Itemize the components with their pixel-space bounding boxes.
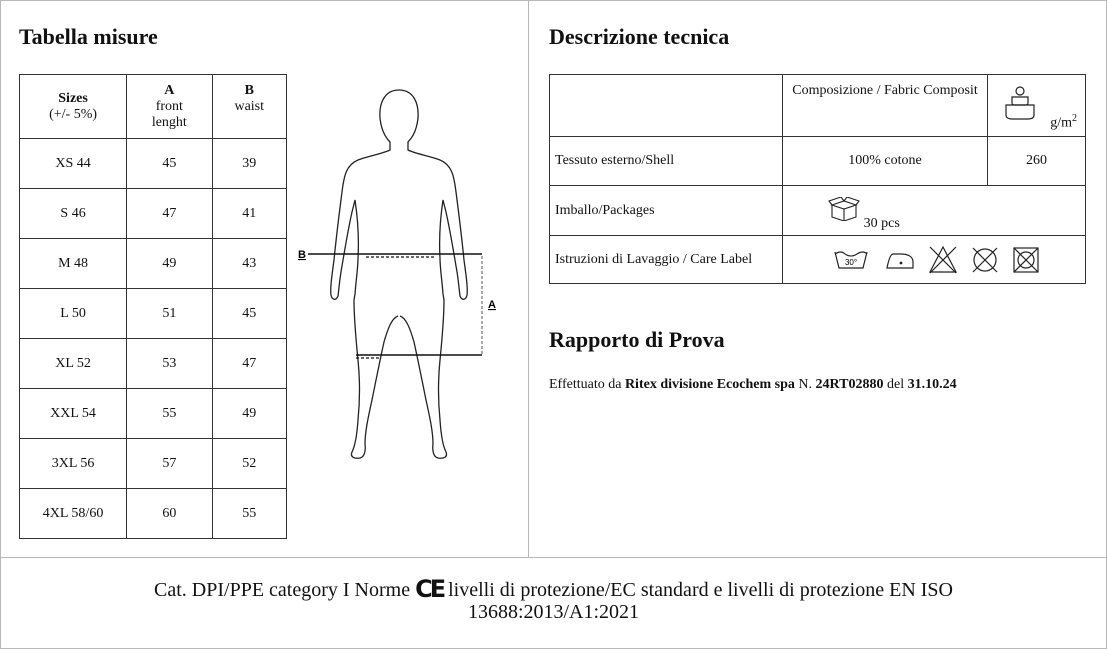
waist-cell: 47	[212, 339, 286, 389]
packages-row	[550, 186, 1086, 236]
wash-30-icon	[833, 248, 869, 272]
tech-description-title: Descrizione tecnica	[549, 24, 730, 49]
test-report-title: Rapporto di Prova	[549, 327, 725, 352]
svg-text:30°: 30°	[844, 257, 858, 267]
size-cell: 4XL 58/60	[20, 489, 127, 539]
waist-header: B waist	[212, 75, 286, 139]
front-length-cell: 55	[127, 389, 212, 439]
waist-cell: 43	[212, 239, 286, 289]
size-cell: XXL 54	[20, 389, 127, 439]
size-cell: L 50	[20, 289, 127, 339]
iron-low-icon	[881, 248, 917, 272]
composition-header: Composizione / Fabric Composit	[783, 75, 988, 137]
tech-header-empty	[550, 75, 783, 137]
size-row	[20, 339, 287, 389]
waist-cell: 39	[212, 139, 286, 189]
no-bleach-icon	[928, 245, 958, 275]
ce-mark-icon: CE	[415, 575, 444, 603]
size-cell: S 46	[20, 189, 127, 239]
waist-cell: 41	[212, 189, 286, 239]
waist-cell: 45	[212, 289, 286, 339]
size-table-title: Tabella misure	[19, 24, 158, 49]
size-row	[20, 389, 287, 439]
packages-value-wrap	[828, 208, 900, 231]
footer-line-2: 13688:2013/A1:2021	[467, 601, 640, 623]
report-number: 24RT02880	[815, 377, 884, 392]
front-length-header: A front lenght	[127, 75, 212, 139]
body-outline	[331, 90, 468, 458]
size-row	[20, 189, 287, 239]
box-icon	[828, 197, 860, 221]
shell-weight: 260	[988, 137, 1086, 186]
footer-divider	[0, 557, 1107, 558]
size-table-header-row	[20, 75, 287, 139]
size-cell: M 48	[20, 239, 127, 289]
front-length-cell: 60	[127, 489, 212, 539]
column-divider	[528, 0, 529, 557]
label-b: B	[298, 249, 306, 261]
waist-cell: 49	[212, 389, 286, 439]
front-length-cell: 49	[127, 239, 212, 289]
packages-label: Imballo/Packages	[550, 186, 783, 236]
front-length-cell: 47	[127, 189, 212, 239]
label-a: A	[488, 299, 496, 311]
front-length-cell: 53	[127, 339, 212, 389]
care-icons-cell	[783, 236, 1086, 284]
front-length-cell: 45	[127, 139, 212, 189]
tech-table	[549, 74, 1086, 284]
weight-icon	[1002, 83, 1038, 121]
size-row	[20, 489, 287, 539]
report-date: 31.10.24	[907, 377, 957, 392]
size-cell: 3XL 56	[20, 439, 127, 489]
certification-footer	[0, 575, 1107, 623]
weight-header	[988, 75, 1086, 137]
size-header: Sizes (+/- 5%)	[20, 75, 127, 139]
size-cell: XL 52	[20, 339, 127, 389]
no-tumble-dry-icon	[1011, 245, 1041, 275]
front-length-cell: 51	[127, 289, 212, 339]
lab-name: Ritex divisione Ecochem spa	[624, 377, 795, 392]
front-length-cell: 57	[127, 439, 212, 489]
size-table	[19, 74, 287, 539]
no-dry-clean-icon	[970, 245, 1000, 275]
footer-line-1: Cat. DPI/PPE category I Norme CE livelli di protezione/EC standard e livelli di protezione EN ISO	[154, 575, 953, 603]
shell-label: Tessuto esterno/Shell	[550, 137, 783, 186]
packages-cell	[783, 186, 1086, 236]
size-row	[20, 289, 287, 339]
size-cell: XS 44	[20, 139, 127, 189]
tech-header-row	[550, 75, 1086, 137]
weight-unit: $g/m^2$	[1050, 113, 1077, 131]
shell-row	[550, 137, 1086, 186]
waist-cell: 55	[212, 489, 286, 539]
body-measurement-figure	[292, 80, 512, 465]
packages-value: 30 pcs	[863, 216, 900, 231]
care-row	[550, 236, 1086, 284]
size-row	[20, 239, 287, 289]
test-report-text: Effettuato da Ritex divisione Ecochem spa N. 24RT02880 del 31.10.24	[549, 377, 957, 392]
shell-composition: 100% cotone	[783, 137, 988, 186]
care-label: Istruzioni di Lavaggio / Care Label	[550, 236, 783, 284]
size-row	[20, 439, 287, 489]
waist-cell: 52	[212, 439, 286, 489]
size-row	[20, 139, 287, 189]
